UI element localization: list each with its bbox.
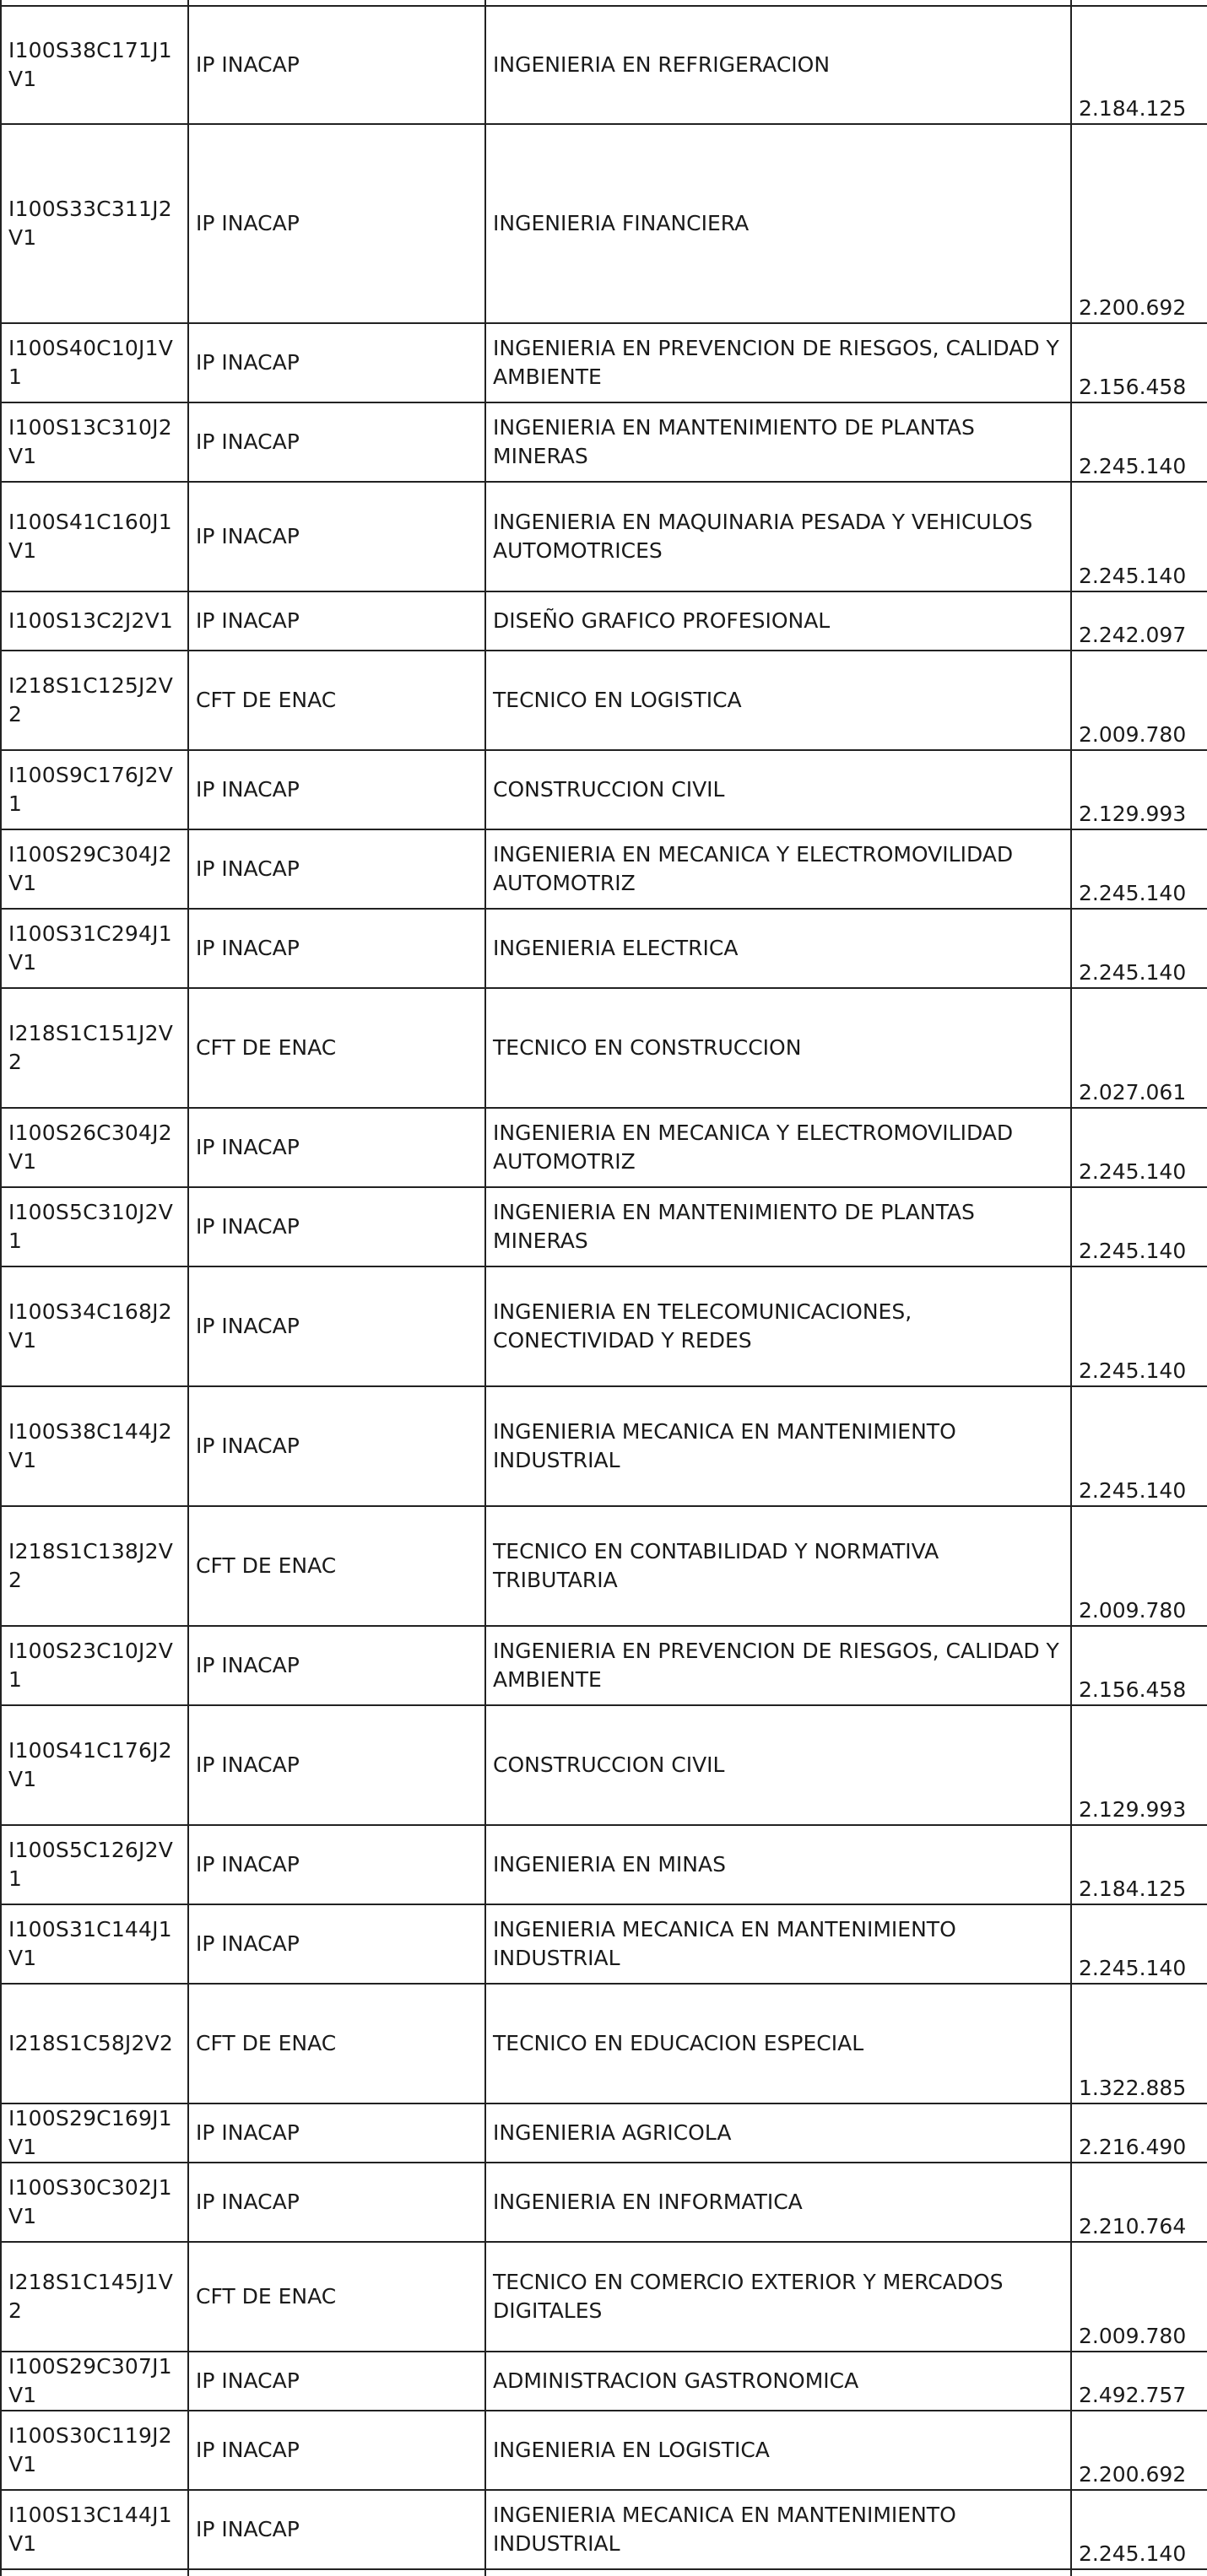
table-row <box>1 2103 1207 2163</box>
institution-cell: IP INACAP <box>188 1386 485 1506</box>
amount-cell: 2.184.125 <box>1071 6 1207 124</box>
table-row <box>1 2163 1207 2242</box>
table-row <box>1 829 1207 909</box>
institution-cell: IP INACAP <box>188 1825 485 1904</box>
program-cell: ADMINISTRACION GASTRONOMICA <box>485 2352 1071 2411</box>
table-row <box>1 124 1207 323</box>
amount-cell: 2.245.140 <box>1071 1386 1207 1506</box>
code-cell: I100S38C171J1V1 <box>1 6 188 124</box>
program-cell: DISEÑO GRAFICO PROFESIONAL <box>485 591 1071 651</box>
code-cell: I218S1C125J2V2 <box>1 651 188 750</box>
table-row <box>1 482 1207 591</box>
code-cell: I218S1C145J1V2 <box>1 2242 188 2352</box>
institution-cell: IP INACAP <box>188 750 485 829</box>
institution-cell: IP INACAP <box>188 1705 485 1825</box>
table-row <box>1 1626 1207 1705</box>
amount-cell: 1.322.885 <box>1071 1984 1207 2103</box>
amount-cell: 2.245.140 <box>1071 1187 1207 1266</box>
table-row <box>1 2242 1207 2352</box>
institution-cell: CFT DE ENAC <box>188 1984 485 2103</box>
institution-cell: IP INACAP <box>188 124 485 323</box>
program-cell: INGENIERIA EN MANTENIMIENTO DE PLANTAS MINERAS <box>485 402 1071 482</box>
code-cell: I100S40C10J1V1 <box>1 323 188 402</box>
amount-cell: 2.245.140 <box>1071 1904 1207 1984</box>
code-cell: I100S33C311J2V1 <box>1 124 188 323</box>
institution-cell: IP INACAP <box>188 2411 485 2490</box>
amount-cell: 2.156.458 <box>1071 323 1207 402</box>
table-row <box>1 2352 1207 2411</box>
institution-cell: IP INACAP <box>188 402 485 482</box>
institution-cell: IP INACAP <box>188 1187 485 1266</box>
amount-cell: 2.245.140 <box>1071 909 1207 988</box>
program-cell: TECNICO EN EDUCACION ESPECIAL <box>485 1984 1071 2103</box>
program-cell: INGENIERIA EN LOGISTICA <box>485 2411 1071 2490</box>
institution-cell: IP INACAP <box>188 1108 485 1187</box>
table-row <box>1 1984 1207 2103</box>
code-cell: I100S34C168J2V1 <box>1 1266 188 1386</box>
table-row <box>1 988 1207 1108</box>
program-cell: INGENIERIA EN MECANICA Y ELECTROMOVILIDAD AUTOMOTRIZ <box>485 1108 1071 1187</box>
institution-cell: IP INACAP <box>188 829 485 909</box>
table-row <box>1 402 1207 482</box>
code-cell: I100S38C144J2V1 <box>1 1386 188 1506</box>
amount-cell: 2.009.780 <box>1071 1506 1207 1626</box>
code-cell: I100S30C302J1V1 <box>1 2163 188 2242</box>
table-row <box>1 591 1207 651</box>
institution-cell: IP INACAP <box>188 2490 485 2569</box>
program-cell: INGENIERIA EN MECANICA Y ELECTROMOVILIDAD AUTOMOTRIZ <box>485 829 1071 909</box>
institution-cell: CFT DE ENAC <box>188 988 485 1108</box>
institution-cell: CFT DE ENAC <box>188 651 485 750</box>
code-cell: I100S26C304J2V1 <box>1 1108 188 1187</box>
institution-cell: IP INACAP <box>188 1904 485 1984</box>
program-cell: INGENIERIA EN TELECOMUNICACIONES, CONECTIVIDAD Y REDES <box>485 1266 1071 1386</box>
amount-cell: 2.184.125 <box>1071 1825 1207 1904</box>
code-cell: I100S29C307J1V1 <box>1 2352 188 2411</box>
amount-cell: 2.156.458 <box>1071 1626 1207 1705</box>
table-row <box>1 1705 1207 1825</box>
table-row <box>1 1386 1207 1506</box>
code-cell: I218S1C151J2V2 <box>1 988 188 1108</box>
program-cell: TECNICO EN CONSTRUCCION <box>485 988 1071 1108</box>
institution-cell: IP INACAP <box>188 1626 485 1705</box>
institution-cell: CFT DE ENAC <box>188 1506 485 1626</box>
code-cell: I100S23C10J2V1 <box>1 1626 188 1705</box>
table-row <box>1 750 1207 829</box>
amount-cell: 2.245.140 <box>1071 482 1207 591</box>
program-cell: INGENIERIA EN PREVENCION DE RIESGOS, CALIDAD Y AMBIENTE <box>485 1626 1071 1705</box>
amount-cell: 2.027.061 <box>1071 988 1207 1108</box>
program-cell: INGENIERIA EN PREVENCION DE RIESGOS, CALIDAD Y AMBIENTE <box>485 323 1071 402</box>
code-cell: I100S31C144J1V1 <box>1 1904 188 1984</box>
code-cell: I218S1C138J2V2 <box>1 1506 188 1626</box>
code-cell: I100S5C310J2V1 <box>1 1187 188 1266</box>
amount-cell: 2.245.140 <box>1071 1108 1207 1187</box>
program-cell: INGENIERIA EN MANTENIMIENTO DE PLANTAS MINERAS <box>485 1187 1071 1266</box>
program-cell: CONSTRUCCION CIVIL <box>485 1705 1071 1825</box>
institution-cell: IP INACAP <box>188 482 485 591</box>
program-cell: TECNICO EN LOGISTICA <box>485 651 1071 750</box>
amount-cell: 2.129.993 <box>1071 750 1207 829</box>
code-cell: I100S41C176J2V1 <box>1 1705 188 1825</box>
table-row <box>1 323 1207 402</box>
amount-cell: 2.009.780 <box>1071 2242 1207 2352</box>
amount-cell: 2.129.993 <box>1071 1705 1207 1825</box>
program-cell: INGENIERIA MECANICA EN MANTENIMIENTO INDUSTRIAL <box>485 1904 1071 1984</box>
program-cell: CONSTRUCCION CIVIL <box>485 750 1071 829</box>
program-cell: INGENIERIA AGRICOLA <box>485 2103 1071 2163</box>
table-row <box>1 6 1207 124</box>
program-cell: INGENIERIA EN MAQUINARIA PESADA Y VEHICULOS AUTOMOTRICES <box>485 482 1071 591</box>
table-body <box>1 0 1207 2576</box>
program-cell: TECNICO EN COMERCIO EXTERIOR Y MERCADOS DIGITALES <box>485 2242 1071 2352</box>
institution-cell: IP INACAP <box>188 1266 485 1386</box>
table-row <box>1 651 1207 750</box>
code-cell: I100S31C294J1V1 <box>1 909 188 988</box>
code-cell: I100S41C160J1V1 <box>1 482 188 591</box>
code-cell: I100S30C119J2V1 <box>1 2411 188 2490</box>
amount-cell: 2.242.097 <box>1071 591 1207 651</box>
table-row <box>1 1187 1207 1266</box>
table-row <box>1 1506 1207 1626</box>
program-cell: INGENIERIA MECANICA EN MANTENIMIENTO INDUSTRIAL <box>485 2490 1071 2569</box>
institution-cell: IP INACAP <box>188 591 485 651</box>
institution-cell: IP INACAP <box>188 6 485 124</box>
amount-cell: 2.492.757 <box>1071 2352 1207 2411</box>
program-cell: INGENIERIA FINANCIERA <box>485 124 1071 323</box>
institution-cell: IP INACAP <box>188 909 485 988</box>
table-row-partial-top <box>1 0 1207 6</box>
amount-cell: 2.200.692 <box>1071 124 1207 323</box>
amount-cell: 2.245.140 <box>1071 2490 1207 2569</box>
program-cell: INGENIERIA EN MINAS <box>485 1825 1071 1904</box>
amount-cell: 2.245.140 <box>1071 829 1207 909</box>
table-row <box>1 2490 1207 2569</box>
table-row <box>1 1266 1207 1386</box>
amount-cell: 2.009.780 <box>1071 651 1207 750</box>
institution-cell: IP INACAP <box>188 2352 485 2411</box>
amount-cell: 2.216.490 <box>1071 2103 1207 2163</box>
code-cell: I100S5C126J2V1 <box>1 1825 188 1904</box>
code-cell: I100S29C169J1V1 <box>1 2103 188 2163</box>
amount-cell: 2.210.764 <box>1071 2163 1207 2242</box>
amount-cell: 2.200.692 <box>1071 2411 1207 2490</box>
table-row <box>1 2411 1207 2490</box>
program-cell: INGENIERIA MECANICA EN MANTENIMIENTO INDUSTRIAL <box>485 1386 1071 1506</box>
program-cell: TECNICO EN CONTABILIDAD Y NORMATIVA TRIBUTARIA <box>485 1506 1071 1626</box>
institution-cell: IP INACAP <box>188 2163 485 2242</box>
code-cell: I100S9C176J2V1 <box>1 750 188 829</box>
code-cell: I100S13C144J1V1 <box>1 2490 188 2569</box>
program-cell: INGENIERIA EN INFORMATICA <box>485 2163 1071 2242</box>
program-cell: INGENIERIA ELECTRICA <box>485 909 1071 988</box>
table-row <box>1 1108 1207 1187</box>
institution-cell: IP INACAP <box>188 2103 485 2163</box>
amount-cell: 2.245.140 <box>1071 402 1207 482</box>
institution-cell: CFT DE ENAC <box>188 2242 485 2352</box>
code-cell: I100S29C304J2V1 <box>1 829 188 909</box>
program-cell: INGENIERIA EN REFRIGERACION <box>485 6 1071 124</box>
table-row <box>1 1904 1207 1984</box>
table-row <box>1 909 1207 988</box>
institution-cell: IP INACAP <box>188 323 485 402</box>
code-cell: I218S1C58J2V2 <box>1 1984 188 2103</box>
table-row <box>1 1825 1207 1904</box>
code-cell: I100S13C2J2V1 <box>1 591 188 651</box>
code-cell: I100S13C310J2V1 <box>1 402 188 482</box>
amount-cell: 2.245.140 <box>1071 1266 1207 1386</box>
